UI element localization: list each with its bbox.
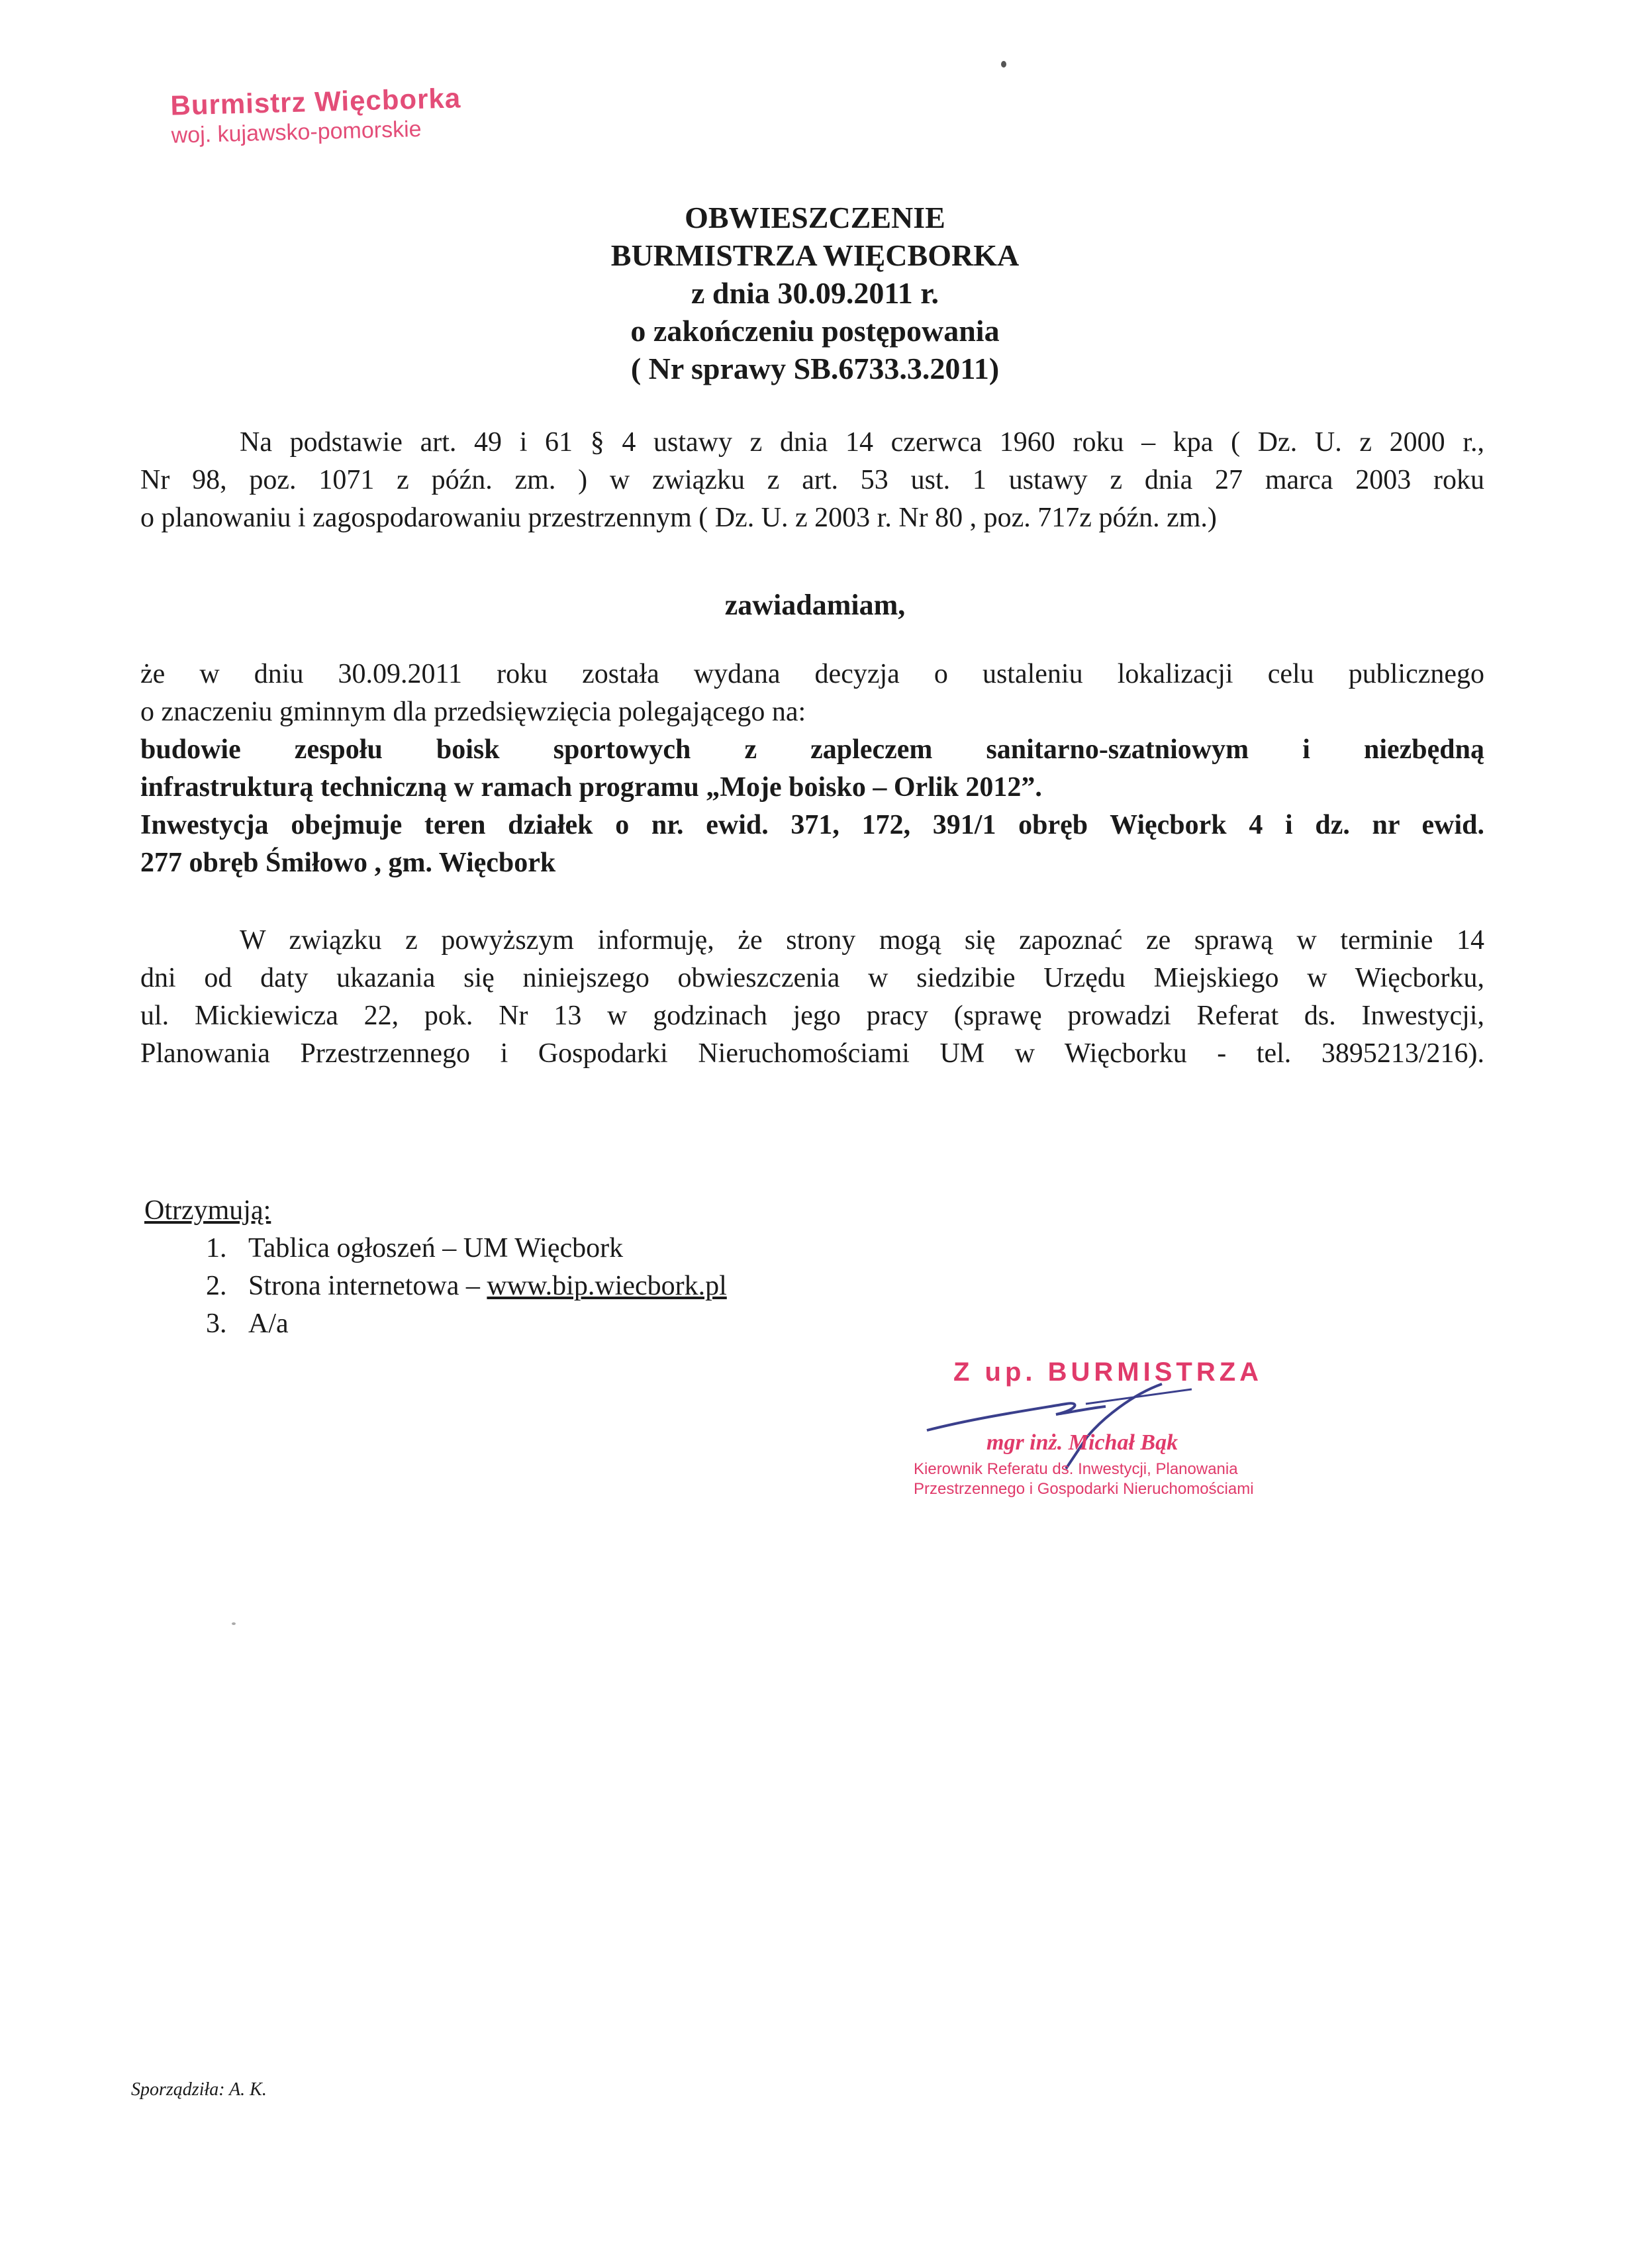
title-line-3: z dnia 30.09.2011 r. xyxy=(691,276,939,310)
recipients-header: Otrzymują: xyxy=(144,1195,271,1226)
title-line-2: BURMISTRZA WIĘCBORKA xyxy=(610,238,1020,272)
notice-paragraph xyxy=(140,922,1484,1073)
paragraph-line: 277 obręb Śmiłowo , gm. Więcbork xyxy=(140,848,556,878)
scan-speck xyxy=(1001,61,1006,68)
recipients-list xyxy=(144,1192,727,1343)
recipient-item: 3. A/a xyxy=(234,1305,727,1343)
scan-speck xyxy=(232,1622,236,1625)
recipient-item xyxy=(234,1267,727,1305)
website-link[interactable]: www.bip.wiecbork.pl xyxy=(487,1271,727,1301)
stamp-line-2: woj. kujawsko-pomorskie xyxy=(171,116,422,148)
title-line-1: OBWIESZCZENIE xyxy=(685,201,945,234)
signatory-role: Przestrzennego i Gospodarki Nieruchomościami xyxy=(914,1480,1254,1498)
document-title xyxy=(0,199,1630,387)
paragraph-line: budowie zespołu boisk sportowych z zapleczem sanitarno-szatniowym i niezbędną xyxy=(140,734,1484,765)
title-line-5: ( Nr sprawy SB.6733.3.2011) xyxy=(630,352,1000,385)
signatory-name: mgr inż. Michał Bąk xyxy=(986,1430,1178,1455)
signature-authority: Z up. BURMISTRZA xyxy=(953,1357,1263,1387)
paragraph-line: ul. Mickiewicza 22, pok. Nr 13 w godzinach jego pracy (sprawę prowadzi Referat ds. Inwestycji, xyxy=(140,1001,1484,1031)
paragraph-line: Nr 98, poz. 1071 z późn. zm. ) w związku z art. 53 ust. 1 ustawy z dnia 27 marca 2003 roku xyxy=(140,465,1484,495)
office-stamp xyxy=(170,82,462,148)
recipient-item: 1. Tablica ogłoszeń – UM Więcbork xyxy=(234,1230,727,1267)
paragraph-line: infrastrukturą techniczną w ramach programu „Moje boisko – Orlik 2012”. xyxy=(140,772,1042,803)
signature-stamp xyxy=(914,1357,1324,1498)
decision-paragraph xyxy=(140,656,1484,882)
title-line-4: o zakończeniu postępowania xyxy=(630,314,1000,348)
stamp-line-1: Burmistrz Więcborka xyxy=(169,82,461,121)
paragraph-line: Na podstawie art. 49 i 61 § 4 ustawy z dnia 14 czerwca 1960 roku – kpa ( Dz. U. z 2000 r., xyxy=(240,427,1484,458)
announcement-heading: zawiadamiam, xyxy=(724,589,906,621)
paragraph-line: że w dniu 30.09.2011 roku została wydana decyzja o ustaleniu lokalizacji celu publicznego xyxy=(140,659,1484,689)
paragraph-line: o znaczeniu gminnym dla przedsięwzięcia polegającego na: xyxy=(140,697,806,727)
prepared-by-note: Sporządziła: A. K. xyxy=(131,2079,267,2100)
paragraph-line: W związku z powyższym informuję, że strony mogą się zapoznać ze sprawą w terminie 14 xyxy=(240,925,1484,956)
paragraph-line: Planowania Przestrzennego i Gospodarki Nieruchomościami UM w Więcborku - tel. 3895213/216). xyxy=(140,1038,1484,1069)
paragraph-line: o planowaniu i zagospodarowaniu przestrzennym ( Dz. U. z 2003 r. Nr 80 , poz. 717z późn. zm.) xyxy=(140,503,1217,533)
paragraph-line: dni od daty ukazania się niniejszego obwieszczenia w siedzibie Urzędu Miejskiego w Więcborku, xyxy=(140,963,1484,993)
legal-basis-paragraph xyxy=(140,424,1484,537)
recipient-label: Strona internetowa – xyxy=(248,1271,487,1301)
signatory-role: Kierownik Referatu ds. Inwestycji, Planowania xyxy=(914,1460,1238,1478)
paragraph-line: Inwestycja obejmuje teren działek o nr. ewid. 371, 172, 391/1 obręb Więcbork 4 i dz. nr ewid. xyxy=(140,810,1484,840)
